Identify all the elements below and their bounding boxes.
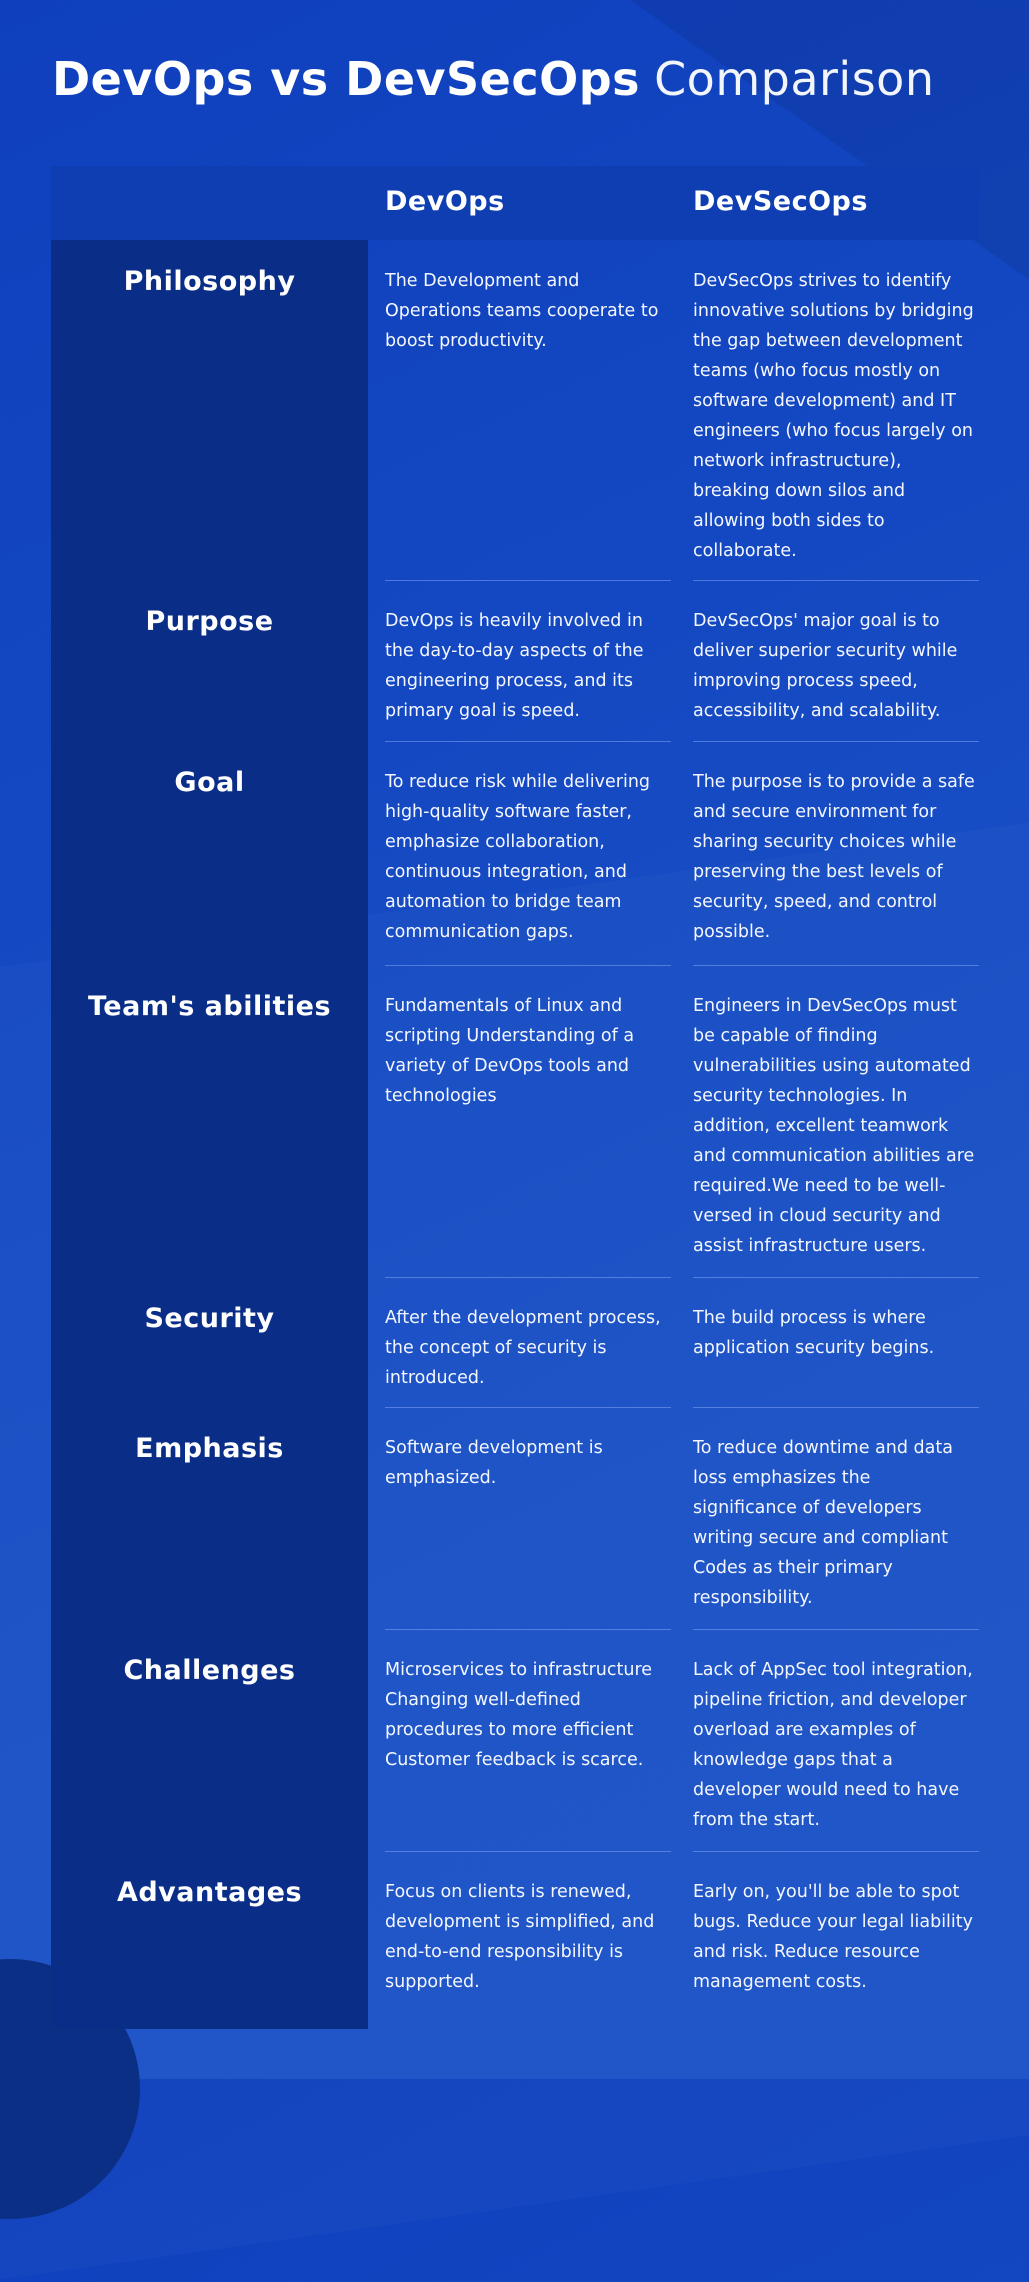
- devsecops-cell: To reduce downtime and data loss emphasizes the significance of developers writing secure and compliant Codes as their primary responsibility.: [693, 1438, 953, 1608]
- devops-cell: Fundamentals of Linux and scripting Understanding of a variety of DevOps tools and technologies: [385, 996, 635, 1106]
- devops-cell: DevOps is heavily involved in the day-to-day aspects of the engineering process, and its primary goal is speed.: [385, 611, 644, 721]
- table-row-security: [51, 1277, 979, 1407]
- page-title-light: Comparison: [654, 52, 935, 106]
- page-title: [52, 52, 934, 107]
- devops-cell: After the development process, the concept of security is introduced.: [385, 1308, 661, 1388]
- table-row-philosophy: [51, 240, 979, 580]
- row-label: Team's abilities: [87, 991, 332, 1022]
- row-label: Goal: [174, 767, 245, 798]
- row-label: Purpose: [145, 606, 274, 637]
- table-row-advantages: [51, 1851, 979, 2029]
- devops-cell: Focus on clients is renewed, development is simplified, and end-to-end responsibility is supported.: [385, 1882, 655, 1992]
- devops-cell: To reduce risk while delivering high-quality software faster, emphasize collaboration, continuous integration, and automation to bridge team communication gaps.: [385, 772, 651, 942]
- table-row-goal: [51, 741, 979, 965]
- header-devops: DevOps: [385, 186, 505, 217]
- devsecops-cell: DevSecOps strives to identify innovative solutions by bridging the gap between development teams (who focus mostly on software development) and IT engineers (who focus largely on network infrastructure), breaking down silos and allowing both sides to collaborate.: [693, 271, 974, 561]
- devops-cell: The Development and Operations teams cooperate to boost productivity.: [385, 271, 659, 351]
- table-header: [51, 166, 979, 240]
- table-row-purpose: [51, 580, 979, 741]
- devsecops-cell: Lack of AppSec tool integration, pipeline friction, and developer overload are examples of knowledge gaps that a developer would need to have from the start.: [693, 1660, 973, 1830]
- devsecops-cell: Early on, you'll be able to spot bugs. Reduce your legal liability and risk. Reduce resource management costs.: [693, 1882, 973, 1992]
- row-label: Challenges: [123, 1655, 296, 1686]
- devops-cell: Software development is emphasized.: [385, 1438, 603, 1488]
- table-row-challenges: [51, 1629, 979, 1851]
- page-title-bold: DevOps vs DevSecOps: [52, 52, 641, 106]
- devsecops-cell: Engineers in DevSecOps must be capable of finding vulnerabilities using automated security technologies. In addition, excellent teamwork and communication abilities are required.We need to be well-versed in cloud security and assist infrastructure users.: [693, 996, 975, 1256]
- table-row-team-abilities: [51, 965, 979, 1277]
- row-label: Advantages: [116, 1877, 303, 1908]
- devsecops-cell: The purpose is to provide a safe and secure environment for sharing security choices while preserving the best levels of security, speed, and control possible.: [693, 772, 975, 942]
- row-label: Emphasis: [135, 1433, 284, 1464]
- devsecops-cell: DevSecOps' major goal is to deliver superior security while improving process speed, accessibility, and scalability.: [693, 611, 958, 721]
- row-label: Philosophy: [123, 266, 296, 297]
- devops-cell: Microservices to infrastructure Changing well-defined procedures to more efficient Customer feedback is scarce.: [385, 1660, 653, 1770]
- row-label: Security: [144, 1303, 275, 1334]
- devsecops-cell: The build process is where application security begins.: [693, 1308, 935, 1358]
- comparison-table: [51, 166, 979, 2029]
- header-devsecops: DevSecOps: [693, 186, 868, 217]
- table-row-emphasis: [51, 1407, 979, 1629]
